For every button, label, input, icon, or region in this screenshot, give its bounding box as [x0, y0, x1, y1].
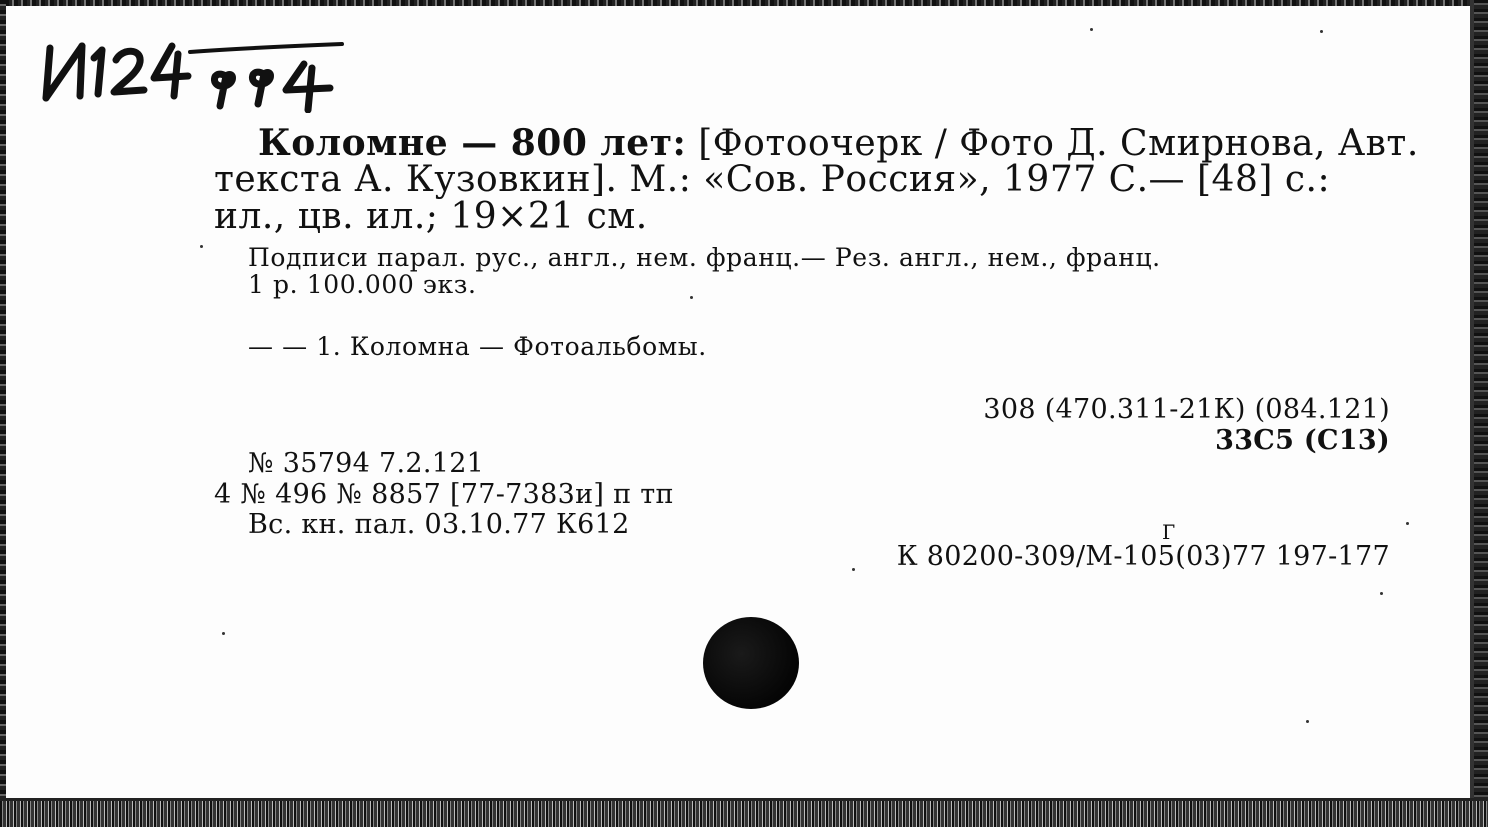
registry-line-2: 4 № 496 № 8857 [77-7383и] п тп	[214, 479, 674, 510]
scan-speck	[1406, 522, 1409, 525]
scan-edge-right	[1474, 0, 1488, 827]
scan-speck	[1320, 30, 1323, 33]
scan-edge-top	[0, 0, 1488, 6]
scan-speck	[222, 632, 225, 635]
scan-speck	[690, 296, 693, 299]
subject-heading: — — 1. Коломна — Фотоальбомы.	[248, 332, 707, 361]
punch-hole	[703, 617, 799, 709]
scan-edge-left	[0, 0, 6, 827]
scan-speck	[1090, 28, 1093, 31]
scan-speck	[852, 568, 855, 571]
handwritten-call-number	[42, 18, 352, 113]
entry-line-1-rest: [Фотоочерк / Фото Д. Смирнова, Авт.	[686, 123, 1419, 164]
entry-line-3: ил., цв. ил.; 19×21 см.	[214, 196, 648, 237]
index-mark: Г	[1162, 520, 1176, 544]
notes-line-2: 1 р. 100.000 экз.	[248, 270, 477, 299]
scan-speck	[1306, 720, 1309, 723]
entry-line-2: текста А. Кузовкин]. М.: «Сов. Россия», 1977 С.— [48] с.:	[214, 159, 1331, 200]
scan-edge-bottom	[0, 801, 1488, 827]
bbk-code: 33С5 (С13)	[1215, 425, 1390, 456]
notes-line-1: Подписи парал. рус., англ., нем. франц.— Рез. англ., нем., франц.	[248, 243, 1161, 272]
scan-speck	[1380, 592, 1383, 595]
entry-line-1	[258, 122, 1419, 164]
scan-speck	[200, 245, 203, 248]
index-code: К 80200-309/М-105(03)77 197-177	[896, 541, 1390, 572]
registry-line-1: № 35794 7.2.121	[248, 448, 485, 479]
entry-title: Коломне — 800 лет:	[258, 122, 687, 164]
udc-code: 308 (470.311-21К) (084.121)	[983, 394, 1390, 425]
registry-line-3: Вс. кн. пал. 03.10.77 К612	[248, 509, 630, 540]
